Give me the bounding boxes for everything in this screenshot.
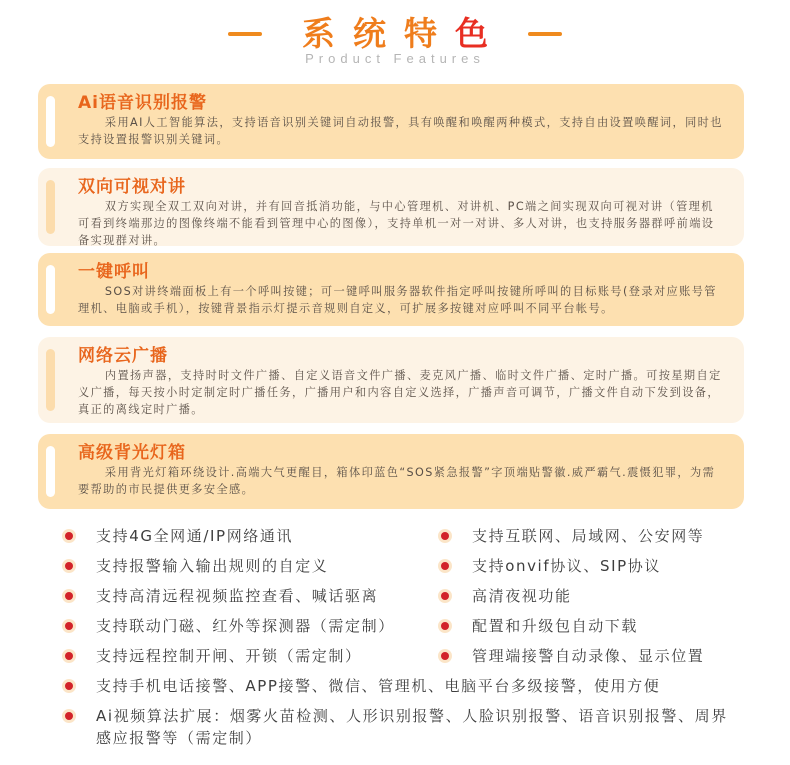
feature-item [438,645,704,667]
section-title [284,14,506,54]
feature-text: 支持onvif协议、SIP协议 [472,557,662,575]
bullet-icon [438,649,452,663]
feature-text: 高清夜视功能 [472,587,572,605]
bullet-icon [62,709,76,723]
feature-text: 支持互联网、局域网、公安网等 [472,527,705,545]
title-text: 系统特 [302,14,455,53]
card-title: 高级背光灯箱 [78,443,186,463]
bullet-icon [62,559,76,573]
bullet-icon [62,679,76,693]
feature-item [438,555,661,577]
feature-item [62,645,362,667]
card-accent-bar [46,96,55,147]
feature-text: 管理端接警自动录像、显示位置 [472,647,705,665]
feature-item [62,675,742,697]
card-accent-bar [46,265,55,314]
feature-card-backlit-lightbox [38,434,744,509]
feature-item [62,525,293,547]
bullet-icon [62,649,76,663]
feature-card-voice-alarm [38,84,744,159]
feature-item [438,525,704,547]
card-accent-bar [46,446,55,497]
section-subtitle: Product Features [305,51,485,66]
feature-text: 支持高清远程视频监控查看、喊话驱离 [96,587,379,605]
title-row [0,14,790,54]
bullet-icon [62,529,76,543]
feature-text: 支持报警输入输出规则的自定义 [96,557,329,575]
title-dash-right [528,32,562,36]
bullet-icon [438,559,452,573]
card-title: 双向可视对讲 [78,177,186,197]
bullet-icon [438,589,452,603]
card-body: 双方实现全双工双向对讲，并有回音抵消功能，与中心管理机、对讲机、PC端之间实现双向可视对讲（管理机可看到终端那边的图像终端不能看到管理中心的图像），支持单机一对一对讲、多人对讲，也支持服务器群呼前端设备实现群对讲。 [78,200,715,247]
card-accent-bar [46,349,55,411]
card-body: 采用背光灯箱环绕设计.高端大气更醒目，箱体印蓝色“SOS紧急报警”字顶端贴警徽.威严霸气.震慑犯罪，为需要帮助的市民提供更多安全感。 [78,466,716,496]
feature-text: 配置和升级包自动下载 [472,617,639,635]
bullet-icon [62,619,76,633]
feature-text: 支持手机电话接警、APP接警、微信、管理机、电脑平台多级接警，使用方便 [96,677,661,695]
feature-item [62,705,742,749]
bullet-icon [62,589,76,603]
title-text-last: 色 [455,14,506,53]
bullet-icon [438,619,452,633]
feature-text: Ai视频算法扩展：烟雾火苗检测、人形识别报警、人脸识别报警、语音识别报警、周界感应报警等（需定制） [96,707,728,747]
feature-text: 支持远程控制开闸、开锁（需定制） [96,647,362,665]
section-header [0,0,790,72]
feature-item [62,555,328,577]
feature-item [438,615,638,637]
feature-item [62,585,378,607]
card-body: 采用AI人工智能算法，支持语音识别关键词自动报警，具有唤醒和唤醒两种模式，支持自由设置唤醒词，同时也支持设置报警识别关键词。 [78,116,723,146]
card-body: SOS对讲终端面板上有一个呼叫按键；可一键呼叫服务器软件指定呼叫按键所呼叫的目标账号(登录对应账号管理机、电脑或手机），按键背景指示灯提示音规则自定义，可扩展多按键对应呼叫不同平台帐号。 [78,285,717,315]
card-title: 网络云广播 [78,346,168,366]
card-title: 一键呼叫 [78,262,150,282]
feature-text: 支持4G全网通/IP网络通讯 [96,527,294,545]
card-body: 内置扬声器，支持时时文件广播、自定义语音文件广播、麦克风广播、临时文件广播、定时广播。可按星期自定义广播，每天按小时定制定时广播任务，广播用户和内容自定义选择，广播声音可调节，广播文件自动下发到设备，真正的离线定时广播。 [78,369,722,416]
feature-item [438,585,572,607]
feature-item [62,615,395,637]
feature-card-video-intercom [38,168,744,246]
card-accent-bar [46,180,55,234]
card-title: Ai语音识别报警 [78,93,207,113]
title-dash-left [228,32,262,36]
feature-card-cloud-broadcast [38,337,744,423]
bullet-icon [438,529,452,543]
feature-card-one-key-call [38,253,744,326]
feature-text: 支持联动门磁、红外等探测器（需定制） [96,617,395,635]
